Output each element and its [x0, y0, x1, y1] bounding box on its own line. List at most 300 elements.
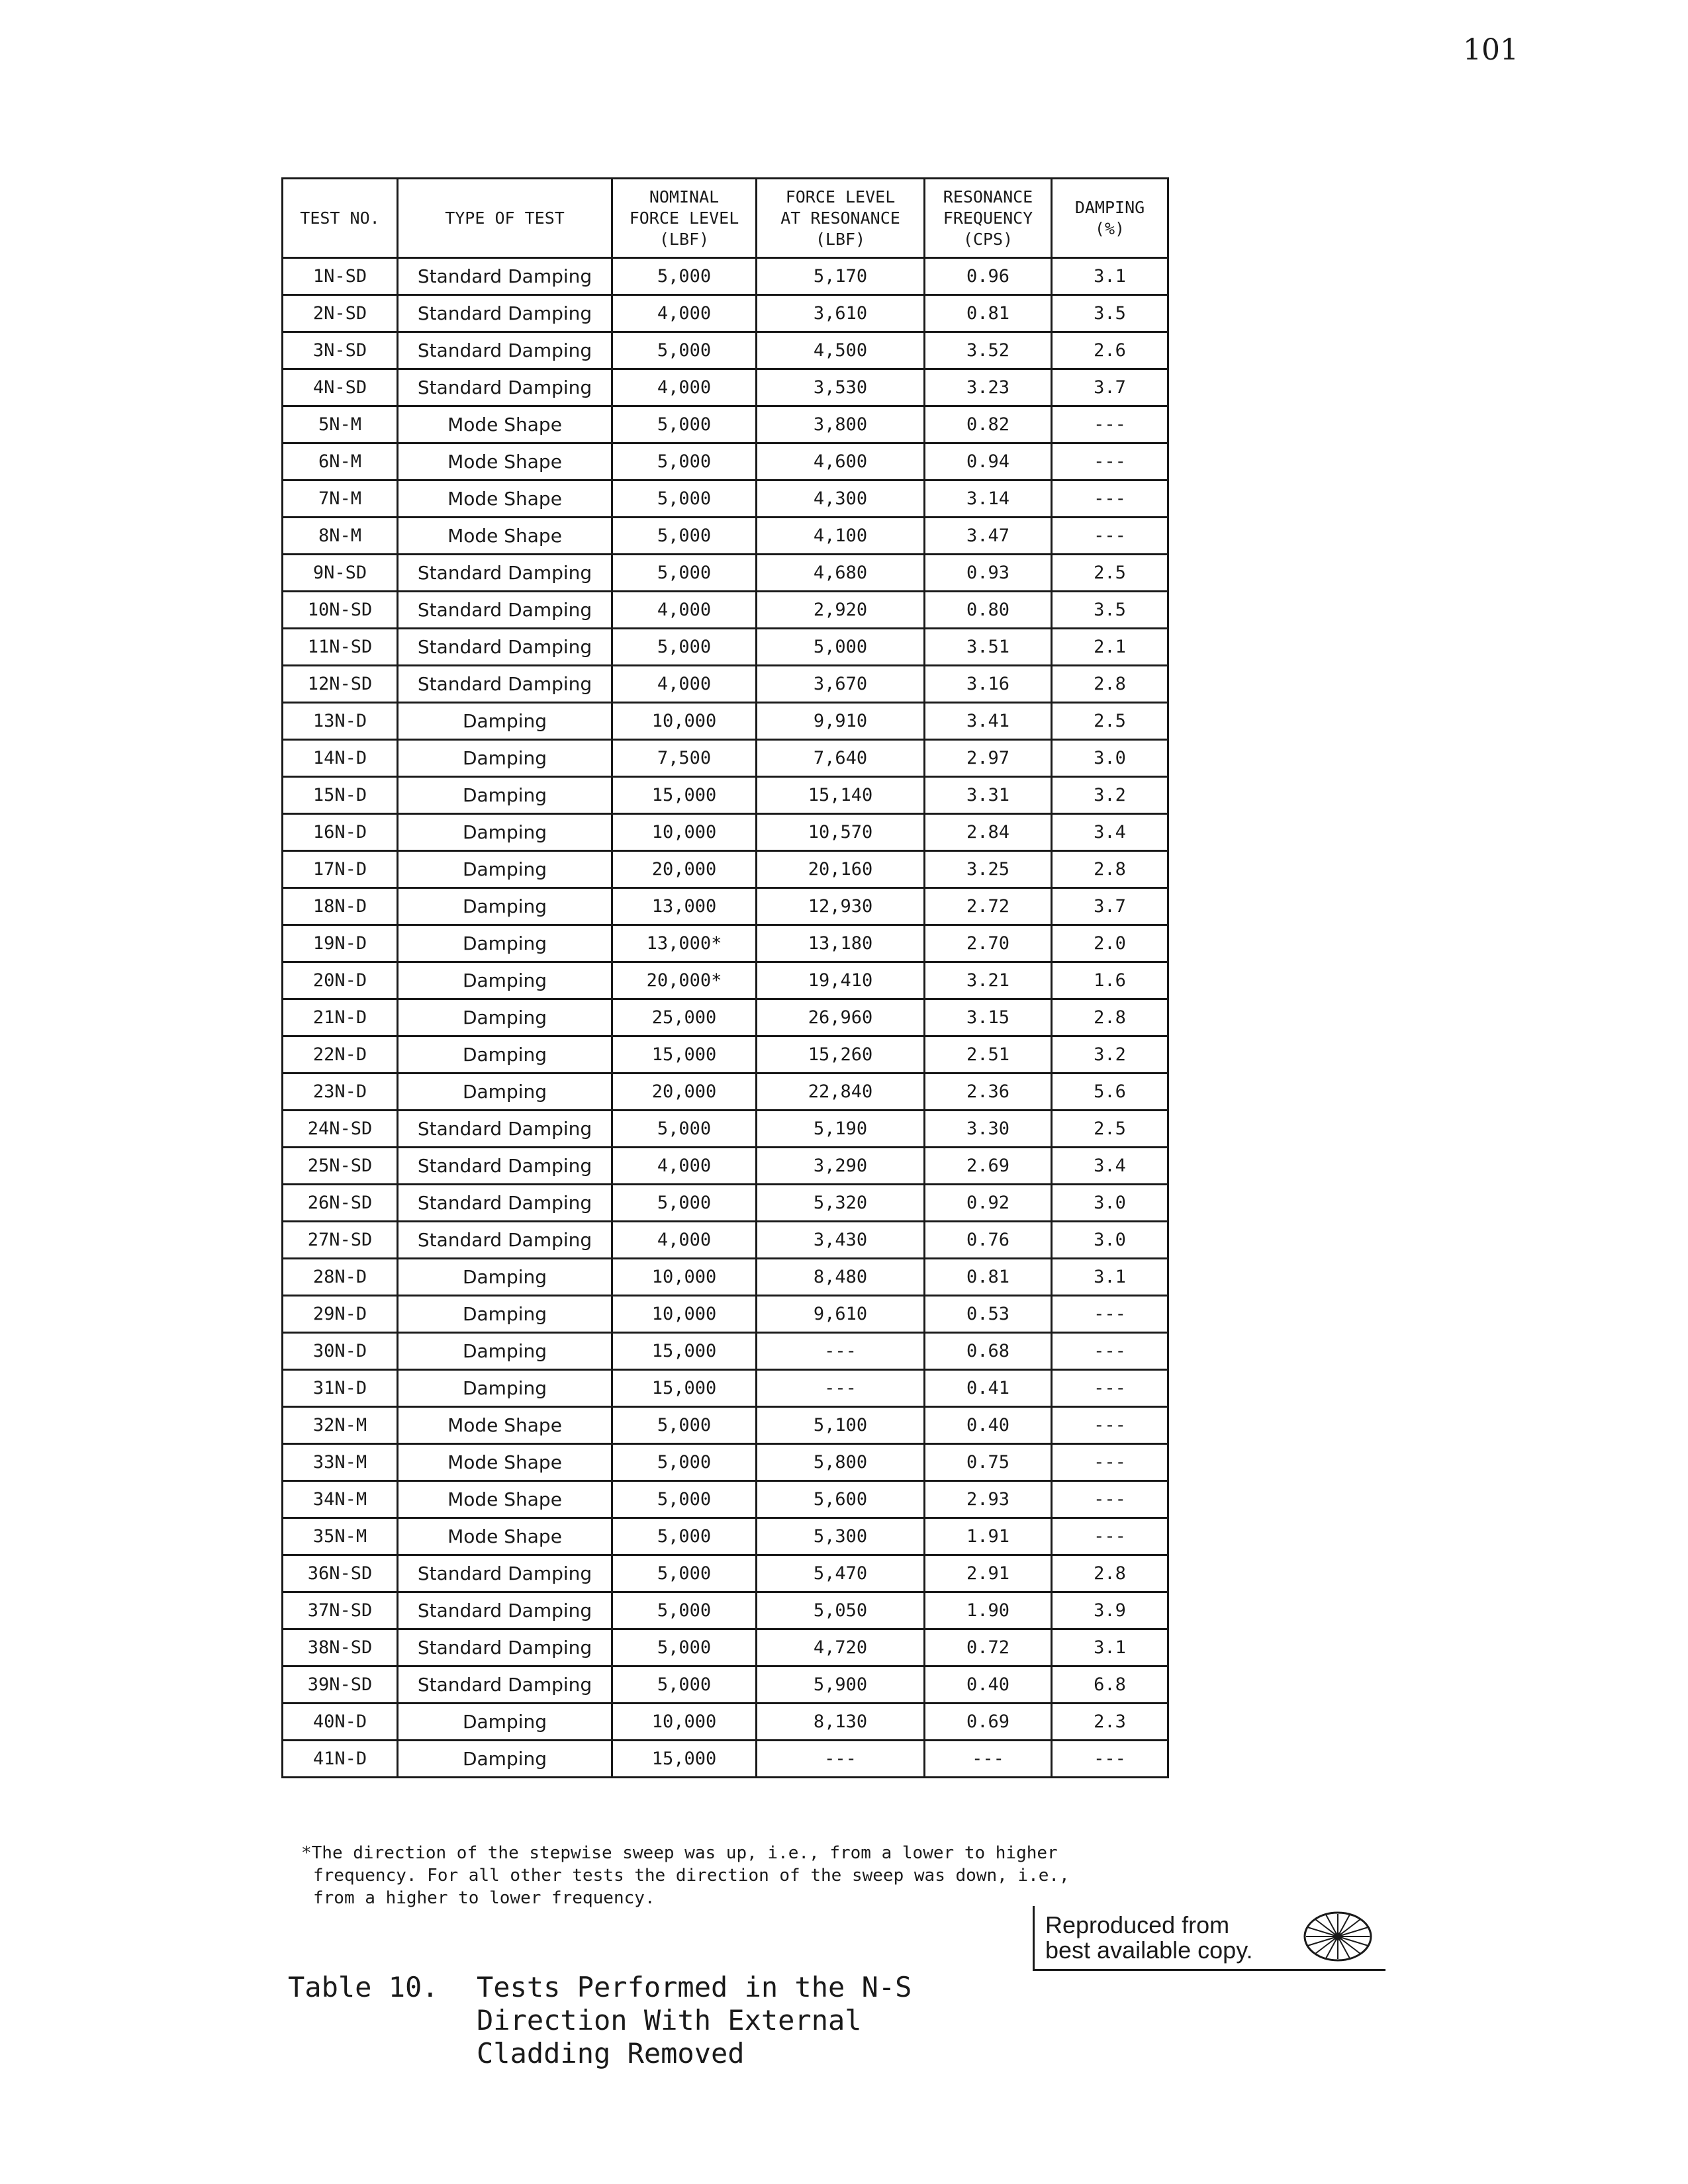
cell-force-at-resonance: 3,290: [757, 1148, 925, 1185]
cell-type-of-test: Damping: [398, 703, 612, 740]
cell-test-no: 41N-D: [283, 1741, 398, 1778]
cell-test-no: 24N-SD: [283, 1111, 398, 1148]
cell-nominal-force: 5,000: [612, 1592, 757, 1629]
cell-resonance-frequency: 3.14: [925, 480, 1052, 518]
cell-damping: 5.6: [1052, 1073, 1168, 1111]
table-row: [283, 888, 1168, 925]
cell-resonance-frequency: 3.16: [925, 666, 1052, 703]
table-row: [283, 1555, 1168, 1592]
cell-type-of-test: Mode Shape: [398, 1481, 612, 1518]
cell-damping: ---: [1052, 518, 1168, 555]
cell-force-at-resonance: 20,160: [757, 851, 925, 888]
cell-nominal-force: 13,000: [612, 888, 757, 925]
cell-nominal-force: 5,000: [612, 1407, 757, 1444]
table-row: [283, 592, 1168, 629]
cell-damping: 2.3: [1052, 1704, 1168, 1741]
cell-nominal-force: 25,000: [612, 999, 757, 1036]
cell-damping: 3.0: [1052, 1222, 1168, 1259]
footnote-line: from a higher to lower frequency.: [313, 1888, 655, 1908]
cell-nominal-force: 10,000: [612, 814, 757, 851]
cell-force-at-resonance: 9,610: [757, 1296, 925, 1333]
tests-table: [281, 177, 1169, 1778]
table-row: [283, 1073, 1168, 1111]
cell-test-no: 11N-SD: [283, 629, 398, 666]
cell-test-no: 27N-SD: [283, 1222, 398, 1259]
cell-nominal-force: 5,000: [612, 332, 757, 369]
cell-damping: 3.7: [1052, 369, 1168, 406]
table-row: [283, 1704, 1168, 1741]
cell-resonance-frequency: 0.76: [925, 1222, 1052, 1259]
cell-type-of-test: Standard Damping: [398, 592, 612, 629]
header-line: FORCE LEVEL: [629, 208, 739, 228]
cell-nominal-force: 10,000: [612, 1296, 757, 1333]
caption-title: [477, 1971, 1006, 2070]
stamp-line-1: Reproduced from: [1045, 1911, 1230, 1938]
header-force-at-resonance: [757, 179, 925, 258]
cell-damping: 3.4: [1052, 814, 1168, 851]
table-row: [283, 1333, 1168, 1370]
cell-type-of-test: Damping: [398, 1704, 612, 1741]
cell-nominal-force: 5,000: [612, 406, 757, 443]
cell-resonance-frequency: 2.91: [925, 1555, 1052, 1592]
cell-resonance-frequency: 0.80: [925, 592, 1052, 629]
header-line: TYPE OF TEST: [445, 208, 565, 228]
table-header-row: [283, 179, 1168, 258]
cell-resonance-frequency: 2.84: [925, 814, 1052, 851]
cell-nominal-force: 5,000: [612, 480, 757, 518]
cell-force-at-resonance: 4,100: [757, 518, 925, 555]
cell-test-no: 9N-SD: [283, 555, 398, 592]
table-row: [283, 814, 1168, 851]
cell-type-of-test: Mode Shape: [398, 518, 612, 555]
cell-resonance-frequency: 3.21: [925, 962, 1052, 999]
cell-damping: 2.8: [1052, 1555, 1168, 1592]
table-row: [283, 1111, 1168, 1148]
table-row: [283, 1741, 1168, 1778]
caption-label: Table 10.: [288, 1971, 439, 2003]
cell-damping: 3.7: [1052, 888, 1168, 925]
table-row: [283, 555, 1168, 592]
cell-nominal-force: 4,000: [612, 1148, 757, 1185]
cell-damping: ---: [1052, 443, 1168, 480]
cell-test-no: 10N-SD: [283, 592, 398, 629]
cell-nominal-force: 4,000: [612, 592, 757, 629]
header-line: FREQUENCY: [943, 208, 1033, 228]
cell-force-at-resonance: 3,670: [757, 666, 925, 703]
cell-resonance-frequency: 0.40: [925, 1407, 1052, 1444]
cell-test-no: 3N-SD: [283, 332, 398, 369]
header-line: (LBF): [659, 229, 710, 249]
footnote: [301, 1842, 1182, 1909]
cell-force-at-resonance: ---: [757, 1741, 925, 1778]
caption-title-line: Tests Performed in the N-S: [477, 1971, 912, 2003]
cell-resonance-frequency: 0.81: [925, 295, 1052, 332]
cell-test-no: 39N-SD: [283, 1666, 398, 1704]
cell-type-of-test: Standard Damping: [398, 369, 612, 406]
cell-type-of-test: Standard Damping: [398, 555, 612, 592]
cell-damping: 2.6: [1052, 332, 1168, 369]
cell-damping: 3.2: [1052, 777, 1168, 814]
cell-damping: 3.1: [1052, 258, 1168, 295]
cell-type-of-test: Damping: [398, 740, 612, 777]
footnote-line: *The direction of the stepwise sweep was up, i.e., from a lower to higher: [301, 1843, 1058, 1863]
cell-force-at-resonance: 13,180: [757, 925, 925, 962]
cell-type-of-test: Standard Damping: [398, 332, 612, 369]
cell-force-at-resonance: 5,900: [757, 1666, 925, 1704]
cell-type-of-test: Damping: [398, 888, 612, 925]
cell-type-of-test: Damping: [398, 814, 612, 851]
table-row: [283, 1036, 1168, 1073]
cell-type-of-test: Damping: [398, 1036, 612, 1073]
table-row: [283, 1592, 1168, 1629]
header-line: (LBF): [815, 229, 866, 249]
cell-nominal-force: 4,000: [612, 666, 757, 703]
cell-type-of-test: Mode Shape: [398, 443, 612, 480]
cell-damping: 2.8: [1052, 851, 1168, 888]
cell-nominal-force: 5,000: [612, 1444, 757, 1481]
cell-nominal-force: 5,000: [612, 443, 757, 480]
table-row: [283, 1444, 1168, 1481]
cell-resonance-frequency: 2.36: [925, 1073, 1052, 1111]
header-type-of-test: [398, 179, 612, 258]
cell-type-of-test: Mode Shape: [398, 1444, 612, 1481]
cell-damping: 2.5: [1052, 555, 1168, 592]
cell-nominal-force: 5,000: [612, 1555, 757, 1592]
cell-resonance-frequency: 0.68: [925, 1333, 1052, 1370]
cell-test-no: 32N-M: [283, 1407, 398, 1444]
table-row: [283, 1407, 1168, 1444]
cell-damping: ---: [1052, 1296, 1168, 1333]
cell-resonance-frequency: 2.51: [925, 1036, 1052, 1073]
cell-type-of-test: Standard Damping: [398, 666, 612, 703]
cell-resonance-frequency: 1.91: [925, 1518, 1052, 1555]
cell-type-of-test: Mode Shape: [398, 480, 612, 518]
cell-nominal-force: 7,500: [612, 740, 757, 777]
cell-damping: ---: [1052, 1481, 1168, 1518]
cell-resonance-frequency: 3.41: [925, 703, 1052, 740]
cell-nominal-force: 13,000*: [612, 925, 757, 962]
cell-force-at-resonance: 12,930: [757, 888, 925, 925]
cell-resonance-frequency: 1.90: [925, 1592, 1052, 1629]
cell-nominal-force: 5,000: [612, 629, 757, 666]
cell-nominal-force: 15,000: [612, 1333, 757, 1370]
cell-resonance-frequency: 0.94: [925, 443, 1052, 480]
cell-force-at-resonance: 3,430: [757, 1222, 925, 1259]
cell-resonance-frequency: 0.53: [925, 1296, 1052, 1333]
cell-force-at-resonance: 10,570: [757, 814, 925, 851]
cell-test-no: 1N-SD: [283, 258, 398, 295]
cell-force-at-resonance: 15,140: [757, 777, 925, 814]
cell-force-at-resonance: 5,800: [757, 1444, 925, 1481]
cell-type-of-test: Standard Damping: [398, 629, 612, 666]
cell-damping: 3.5: [1052, 592, 1168, 629]
cell-resonance-frequency: 0.69: [925, 1704, 1052, 1741]
cell-damping: ---: [1052, 406, 1168, 443]
table-row: [283, 1629, 1168, 1666]
footnote-line: frequency. For all other tests the direction of the sweep was down, i.e.,: [313, 1866, 1070, 1886]
cell-type-of-test: Standard Damping: [398, 1148, 612, 1185]
cell-test-no: 19N-D: [283, 925, 398, 962]
table-row: [283, 1481, 1168, 1518]
cell-nominal-force: 15,000: [612, 777, 757, 814]
sunburst-seal-icon: [1301, 1910, 1375, 1963]
cell-resonance-frequency: 2.72: [925, 888, 1052, 925]
cell-force-at-resonance: 4,720: [757, 1629, 925, 1666]
table-row: [283, 1148, 1168, 1185]
page-number: 101: [1463, 33, 1519, 67]
cell-force-at-resonance: 9,910: [757, 703, 925, 740]
cell-test-no: 5N-M: [283, 406, 398, 443]
cell-test-no: 13N-D: [283, 703, 398, 740]
header-test-no: [283, 179, 398, 258]
cell-damping: 3.0: [1052, 740, 1168, 777]
cell-damping: 2.8: [1052, 999, 1168, 1036]
table-row: [283, 443, 1168, 480]
cell-test-no: 35N-M: [283, 1518, 398, 1555]
cell-resonance-frequency: 0.96: [925, 258, 1052, 295]
cell-type-of-test: Mode Shape: [398, 1518, 612, 1555]
table-row: [283, 1222, 1168, 1259]
cell-type-of-test: Mode Shape: [398, 1407, 612, 1444]
cell-test-no: 25N-SD: [283, 1148, 398, 1185]
cell-force-at-resonance: 2,920: [757, 592, 925, 629]
cell-type-of-test: Damping: [398, 1333, 612, 1370]
header-line: RESONANCE: [943, 187, 1033, 206]
cell-resonance-frequency: 0.72: [925, 1629, 1052, 1666]
cell-force-at-resonance: 4,300: [757, 480, 925, 518]
cell-damping: 3.2: [1052, 1036, 1168, 1073]
header-line: FORCE LEVEL: [785, 187, 896, 206]
cell-nominal-force: 5,000: [612, 1111, 757, 1148]
header-line: (%): [1094, 218, 1125, 238]
stamp-line-2: best available copy.: [1045, 1936, 1253, 1964]
cell-test-no: 2N-SD: [283, 295, 398, 332]
cell-resonance-frequency: 0.92: [925, 1185, 1052, 1222]
cell-test-no: 12N-SD: [283, 666, 398, 703]
table-row: [283, 258, 1168, 295]
cell-damping: 2.5: [1052, 703, 1168, 740]
table-row: [283, 369, 1168, 406]
cell-test-no: 37N-SD: [283, 1592, 398, 1629]
cell-force-at-resonance: 5,600: [757, 1481, 925, 1518]
header-line: TEST NO.: [300, 208, 380, 228]
table-row: [283, 1666, 1168, 1704]
cell-test-no: 20N-D: [283, 962, 398, 999]
cell-force-at-resonance: 3,530: [757, 369, 925, 406]
cell-resonance-frequency: 3.51: [925, 629, 1052, 666]
cell-type-of-test: Standard Damping: [398, 1629, 612, 1666]
header-damping: [1052, 179, 1168, 258]
cell-damping: 2.8: [1052, 666, 1168, 703]
cell-damping: 2.1: [1052, 629, 1168, 666]
cell-test-no: 23N-D: [283, 1073, 398, 1111]
cell-force-at-resonance: 7,640: [757, 740, 925, 777]
cell-nominal-force: 5,000: [612, 258, 757, 295]
cell-nominal-force: 20,000: [612, 1073, 757, 1111]
cell-resonance-frequency: 0.41: [925, 1370, 1052, 1407]
cell-test-no: 26N-SD: [283, 1185, 398, 1222]
cell-resonance-frequency: 3.52: [925, 332, 1052, 369]
cell-force-at-resonance: 8,130: [757, 1704, 925, 1741]
cell-nominal-force: 4,000: [612, 1222, 757, 1259]
cell-force-at-resonance: 5,300: [757, 1518, 925, 1555]
table-row: [283, 295, 1168, 332]
cell-resonance-frequency: 3.15: [925, 999, 1052, 1036]
cell-type-of-test: Standard Damping: [398, 1555, 612, 1592]
cell-type-of-test: Damping: [398, 962, 612, 999]
cell-damping: 3.0: [1052, 1185, 1168, 1222]
table-row: [283, 999, 1168, 1036]
cell-nominal-force: 10,000: [612, 1259, 757, 1296]
cell-nominal-force: 5,000: [612, 1481, 757, 1518]
cell-force-at-resonance: 3,610: [757, 295, 925, 332]
cell-type-of-test: Damping: [398, 851, 612, 888]
table-row: [283, 925, 1168, 962]
cell-damping: 3.9: [1052, 1592, 1168, 1629]
header-resonance-frequency: [925, 179, 1052, 258]
cell-force-at-resonance: ---: [757, 1370, 925, 1407]
cell-force-at-resonance: 26,960: [757, 999, 925, 1036]
cell-resonance-frequency: 2.70: [925, 925, 1052, 962]
cell-force-at-resonance: 3,800: [757, 406, 925, 443]
cell-test-no: 17N-D: [283, 851, 398, 888]
header-line: DAMPING: [1074, 197, 1145, 217]
caption-title-line: Direction With External: [477, 2004, 862, 2036]
cell-test-no: 14N-D: [283, 740, 398, 777]
table-row: [283, 1518, 1168, 1555]
cell-nominal-force: 15,000: [612, 1370, 757, 1407]
cell-resonance-frequency: 2.69: [925, 1148, 1052, 1185]
table-row: [283, 851, 1168, 888]
cell-resonance-frequency: 2.93: [925, 1481, 1052, 1518]
cell-type-of-test: Damping: [398, 1741, 612, 1778]
cell-damping: ---: [1052, 1444, 1168, 1481]
cell-damping: 2.5: [1052, 1111, 1168, 1148]
table-row: [283, 1259, 1168, 1296]
cell-type-of-test: Standard Damping: [398, 1222, 612, 1259]
cell-test-no: 38N-SD: [283, 1629, 398, 1666]
cell-resonance-frequency: 3.47: [925, 518, 1052, 555]
cell-resonance-frequency: 0.75: [925, 1444, 1052, 1481]
cell-force-at-resonance: 5,320: [757, 1185, 925, 1222]
cell-type-of-test: Damping: [398, 1296, 612, 1333]
cell-test-no: 18N-D: [283, 888, 398, 925]
cell-resonance-frequency: 0.40: [925, 1666, 1052, 1704]
cell-type-of-test: Standard Damping: [398, 258, 612, 295]
cell-force-at-resonance: 5,470: [757, 1555, 925, 1592]
cell-damping: ---: [1052, 1370, 1168, 1407]
cell-nominal-force: 10,000: [612, 703, 757, 740]
cell-test-no: 36N-SD: [283, 1555, 398, 1592]
cell-damping: 3.1: [1052, 1629, 1168, 1666]
cell-test-no: 30N-D: [283, 1333, 398, 1370]
cell-resonance-frequency: 2.97: [925, 740, 1052, 777]
header-nominal-force: [612, 179, 757, 258]
cell-type-of-test: Damping: [398, 1370, 612, 1407]
caption-title-line: Cladding Removed: [477, 2037, 745, 2070]
cell-nominal-force: 10,000: [612, 1704, 757, 1741]
cell-type-of-test: Damping: [398, 777, 612, 814]
cell-test-no: 8N-M: [283, 518, 398, 555]
cell-resonance-frequency: ---: [925, 1741, 1052, 1778]
cell-test-no: 28N-D: [283, 1259, 398, 1296]
cell-type-of-test: Damping: [398, 999, 612, 1036]
cell-force-at-resonance: 22,840: [757, 1073, 925, 1111]
cell-damping: ---: [1052, 1518, 1168, 1555]
cell-nominal-force: 4,000: [612, 295, 757, 332]
cell-nominal-force: 5,000: [612, 1185, 757, 1222]
cell-test-no: 6N-M: [283, 443, 398, 480]
header-line: AT RESONANCE: [780, 208, 900, 228]
cell-force-at-resonance: 5,190: [757, 1111, 925, 1148]
cell-type-of-test: Standard Damping: [398, 1666, 612, 1704]
cell-test-no: 15N-D: [283, 777, 398, 814]
cell-type-of-test: Standard Damping: [398, 1185, 612, 1222]
cell-force-at-resonance: 5,170: [757, 258, 925, 295]
cell-nominal-force: 5,000: [612, 1666, 757, 1704]
table-row: [283, 703, 1168, 740]
table-row: [283, 777, 1168, 814]
cell-force-at-resonance: 4,500: [757, 332, 925, 369]
cell-force-at-resonance: 4,680: [757, 555, 925, 592]
cell-type-of-test: Mode Shape: [398, 406, 612, 443]
cell-damping: 2.0: [1052, 925, 1168, 962]
cell-force-at-resonance: 15,260: [757, 1036, 925, 1073]
cell-force-at-resonance: 5,000: [757, 629, 925, 666]
cell-type-of-test: Standard Damping: [398, 1592, 612, 1629]
cell-resonance-frequency: 0.81: [925, 1259, 1052, 1296]
cell-nominal-force: 5,000: [612, 555, 757, 592]
cell-damping: ---: [1052, 1741, 1168, 1778]
table-row: [283, 518, 1168, 555]
cell-test-no: 40N-D: [283, 1704, 398, 1741]
cell-nominal-force: 20,000: [612, 851, 757, 888]
cell-force-at-resonance: ---: [757, 1333, 925, 1370]
cell-damping: 6.8: [1052, 1666, 1168, 1704]
cell-type-of-test: Damping: [398, 1073, 612, 1111]
cell-test-no: 4N-SD: [283, 369, 398, 406]
cell-test-no: 31N-D: [283, 1370, 398, 1407]
cell-nominal-force: 5,000: [612, 518, 757, 555]
cell-nominal-force: 15,000: [612, 1036, 757, 1073]
reproduction-stamp: [1033, 1906, 1385, 1971]
table-row: [283, 480, 1168, 518]
table-row: [283, 740, 1168, 777]
header-line: NOMINAL: [649, 187, 720, 206]
cell-damping: 3.1: [1052, 1259, 1168, 1296]
cell-nominal-force: 5,000: [612, 1629, 757, 1666]
cell-test-no: 33N-M: [283, 1444, 398, 1481]
cell-test-no: 29N-D: [283, 1296, 398, 1333]
cell-damping: 1.6: [1052, 962, 1168, 999]
cell-force-at-resonance: 8,480: [757, 1259, 925, 1296]
cell-test-no: 34N-M: [283, 1481, 398, 1518]
cell-force-at-resonance: 5,050: [757, 1592, 925, 1629]
cell-type-of-test: Damping: [398, 1259, 612, 1296]
table-row: [283, 1370, 1168, 1407]
cell-test-no: 22N-D: [283, 1036, 398, 1073]
cell-resonance-frequency: 3.31: [925, 777, 1052, 814]
table-row: [283, 1296, 1168, 1333]
cell-damping: 3.5: [1052, 295, 1168, 332]
cell-type-of-test: Standard Damping: [398, 295, 612, 332]
table-row: [283, 629, 1168, 666]
table-row: [283, 332, 1168, 369]
cell-nominal-force: 20,000*: [612, 962, 757, 999]
table-row: [283, 962, 1168, 999]
cell-type-of-test: Standard Damping: [398, 1111, 612, 1148]
header-line: (CPS): [962, 229, 1013, 249]
